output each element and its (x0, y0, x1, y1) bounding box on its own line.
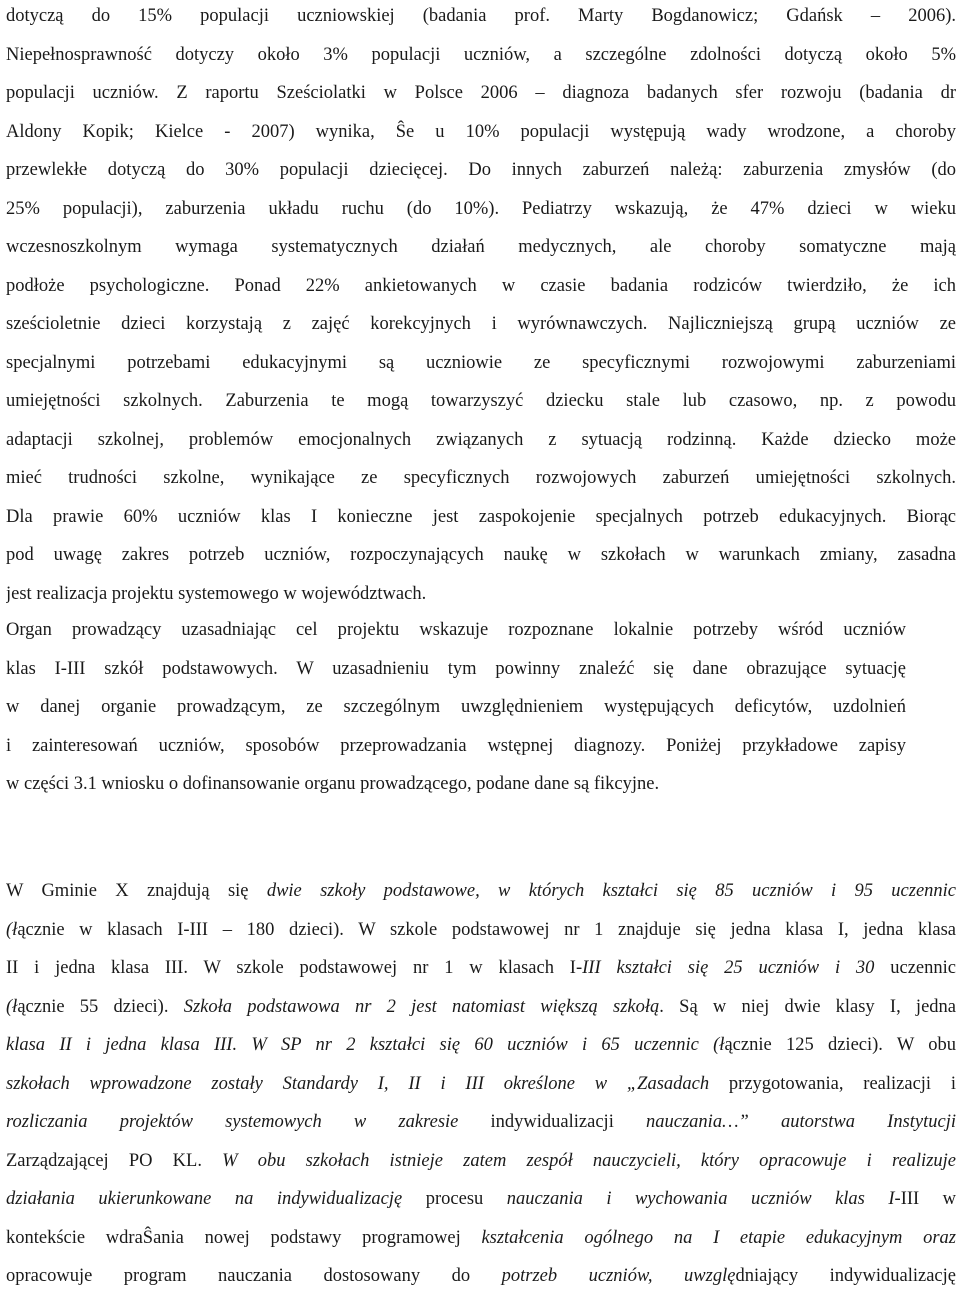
text-line: wczesnoszkolnym wymaga systematycznych działań medycznych, ale choroby somatyczne mają (6, 237, 956, 257)
text-line: pod uwagę zakres potrzeb uczniów, rozpoczynających naukę w szkołach w warunkach zmiany, zasadna (6, 545, 956, 565)
text-line: (łącznie 55 dzieci). Szkoła podstawowa nr 2 jest natomiast większą szkołą. Są w niej dwie klasy I, jedna (6, 996, 956, 1017)
text-line: opracowuje program nauczania dostosowany do potrzeb uczniów, uwzględniający indywidualizację (6, 1266, 956, 1286)
text-line: Niepełnosprawność dotyczy około 3% populacji uczniów, a szczególne zdolności dotyczą około 5% (6, 44, 956, 65)
text-line: 25% populacji), zaburzenia układu ruchu (do 10%). Pediatrzy wskazują, że 47% dzieci w wieku (6, 198, 956, 219)
text-line: rozliczania projektów systemowych w zakresie indywidualizacji nauczania…” autorstwa Instytucji (6, 1112, 956, 1132)
text-line: sześcioletnie dzieci korzystają z zajęć korekcyjnych i wyrównawczych. Najliczniejszą grupą uczniów ze (6, 314, 956, 334)
text-line: klas I-III szkół podstawowych. W uzasadnieniu tym powinny znaleźć się dane obrazujące sytuację (6, 658, 906, 679)
text-line: dotyczą do 15% populacji uczniowskiej (badania prof. Marty Bogdanowicz; Gdańsk – 2006). (6, 6, 956, 26)
text-line: umiejętności szkolnych. Zaburzenia te mogą towarzyszyć dziecku stale lub czasowo, np. z powodu (6, 391, 956, 411)
paragraph-organ-justification (6, 611, 906, 804)
text-line: mieć trudności szkolne, wynikające ze specyficznych rozwojowych zaburzeń umiejętności szkolnych. (6, 468, 956, 488)
text-line: Aldony Kopik; Kielce - 2007) wynika, Ŝe u 10% populacji występują wady wrodzone, a choroby (6, 121, 956, 142)
text-line: populacji uczniów. Z raportu Sześciolatki w Polsce 2006 – diagnoza badanych sfer rozwoju (badania dr (6, 83, 956, 103)
text-line: Zarządzającej PO KL. W obu szkołach istnieje zatem zespół nauczycieli, który opracowuje i realizuje (6, 1150, 956, 1171)
text-line: podłoże psychologiczne. Ponad 22% ankietowanych w czasie badania rodziców twierdziło, że ich (6, 275, 956, 296)
text-line: w danej organie prowadzącym, ze szczególnym uwzględnieniem występujących deficytów, uzdolnień (6, 697, 906, 717)
text-line: Organ prowadzący uzasadniając cel projektu wskazuje rozpoznane lokalnie potrzeby wśród uczniów (6, 620, 906, 640)
text-line: jest realizacja projektu systemowego w województwach. (6, 583, 427, 604)
text-line: specjalnymi potrzebami edukacyjnymi są uczniowie ze specyficznymi rozwojowymi zaburzeniami (6, 352, 956, 373)
text-line: szkołach wprowadzone zostały Standardy I, II i III określone w „Zasadach przygotowania, realizacji i (6, 1073, 956, 1094)
text-line: przewlekłe dotyczą do 30% populacji dziecięcej. Do innych zaburzeń należą: zaburzenia zmysłów (do (6, 160, 956, 180)
paragraph-example-entry (6, 872, 956, 1296)
text-line: w części 3.1 wniosku o dofinansowanie organu prowadzącego, podane dane są fikcyjne. (6, 774, 660, 794)
text-line: działania ukierunkowane na indywidualizację procesu nauczania i wychowania uczniów klas I-III w (6, 1189, 956, 1209)
text-line: II i jedna klasa III. W szkole podstawowej nr 1 w klasach I-III kształci się 25 uczniów i 30 uczennic (6, 958, 956, 978)
text-line: klasa II i jedna klasa III. W SP nr 2 kształci się 60 uczniów i 65 uczennic (łącznie 125 dzieci). W obu (6, 1035, 956, 1055)
text-line: Dla prawie 60% uczniów klas I konieczne jest zaspokojenie specjalnych potrzeb edukacyjnych. Biorąc (6, 506, 956, 527)
text-line: kontekście wdraŜania nowej podstawy programowej kształcenia ogólnego na I etapie edukacyjnym oraz (6, 1227, 956, 1248)
paragraph-statistics (6, 0, 956, 613)
text-line: i zainteresowań uczniów, sposobów przeprowadzania wstępnej diagnozy. Poniżej przykładowe zapisy (6, 735, 906, 756)
text-line: W Gminie X znajdują się dwie szkoły podstawowe, w których kształci się 85 uczniów i 95 uczennic (6, 881, 956, 901)
text-line: adaptacji szkolnej, problemów emocjonalnych związanych z sytuacją rodzinną. Każde dziecko może (6, 429, 956, 450)
text-line: (łącznie w klasach I-III – 180 dzieci). W szkole podstawowej nr 1 znajduje się jedna klasa I, jedna klasa (6, 919, 956, 940)
